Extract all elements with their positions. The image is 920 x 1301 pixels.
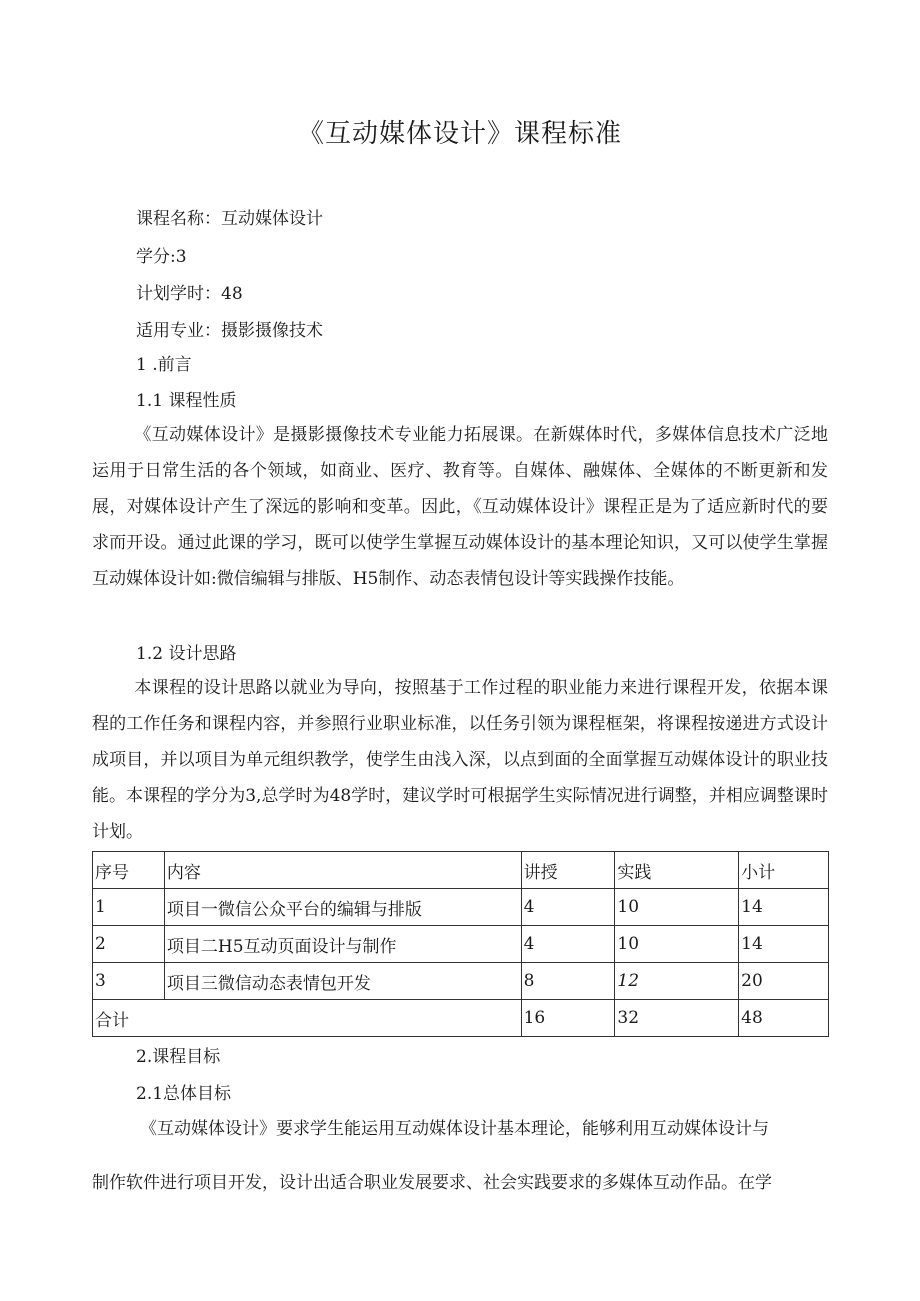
course-credit: 学分:3 — [136, 247, 187, 267]
document-title: 《互动媒体设计》课程标准 — [297, 119, 622, 149]
section-heading-1-1: 1.1 课程性质 — [136, 391, 237, 411]
header-cell: 序号 — [93, 852, 165, 889]
table-cell: 10 — [615, 889, 739, 926]
course-major: 适用专业：摄影摄像技术 — [136, 321, 323, 341]
table-cell: 2 — [93, 926, 165, 963]
table-row — [93, 889, 829, 926]
header-cell: 讲授 — [521, 852, 615, 889]
header-cell: 实践 — [615, 852, 739, 889]
section-heading-2: 2.课程目标 — [136, 1047, 221, 1067]
table-cell: 12 — [615, 963, 739, 1000]
table-cell: 项目二H5互动页面设计与制作 — [164, 926, 521, 963]
section-heading-2-1: 2.1总体目标 — [136, 1084, 232, 1104]
paragraph-goal-line-1: 《互动媒体设计》要求学生能运用互动媒体设计基本理论，能够利用互动媒体设计与 — [140, 1119, 769, 1139]
table-cell: 项目一微信公众平台的编辑与排版 — [164, 889, 521, 926]
table-cell: 14 — [739, 889, 829, 926]
course-hours: 计划学时：48 — [136, 284, 243, 304]
total-cell: 16 — [521, 1000, 615, 1037]
paragraph-goal-line-2: 制作软件进行项目开发，设计出适合职业发展要求、社会实践要求的多媒体互动作品。在学 — [92, 1173, 772, 1193]
table-cell: 20 — [739, 963, 829, 1000]
table-cell: 14 — [739, 926, 829, 963]
paragraph-design-idea: 本课程的设计思路以就业为导向，按照基于工作过程的职业能力来进行课程开发，依据本课程的工作任务和课程内容，并参照行业职业标准，以任务引领为课程框架，将课程按递进方式设计成项目，并以项目为单元组织教学，使学生由浅入深，以点到面的全面掌握互动媒体设计的职业技能。本课程的学分为3,总学时为48学时，建议学时可根据学生实际情况进行调整，并相应调整课时计划。 — [92, 678, 828, 842]
table-total-row — [93, 1000, 829, 1037]
paragraph-course-nature: 《互动媒体设计》是摄影摄像技术专业能力拓展课。在新媒体时代，多媒体信息技术广泛地运用于日常生活的各个领域，如商业、医疗、教育等。自媒体、融媒体、全媒体的不断更新和发展，对媒体设计产生了深远的影响和变革。因此，《互动媒体设计》课程正是为了适应新时代的要求而开设。通过此课的学习，既可以使学生掌握互动媒体设计的基本理论知识，又可以使学生掌握互动媒体设计如:微信编辑与排版、H5制作、动态表情包设计等实践操作技能。 — [92, 425, 828, 589]
total-label: 合计 — [93, 1000, 522, 1037]
table-row — [93, 926, 829, 963]
section-heading-1-2: 1.2 设计思路 — [136, 644, 237, 664]
header-cell: 内容 — [164, 852, 521, 889]
table-cell: 3 — [93, 963, 165, 1000]
table-cell: 项目三微信动态表情包开发 — [164, 963, 521, 1000]
table-cell: 4 — [521, 889, 615, 926]
table-cell: 8 — [521, 963, 615, 1000]
section-heading-1: 1 .前言 — [136, 355, 192, 375]
table-header-row — [93, 852, 829, 889]
total-cell: 32 — [615, 1000, 739, 1037]
header-cell: 小计 — [739, 852, 829, 889]
table-cell: 1 — [93, 889, 165, 926]
table-cell: 10 — [615, 926, 739, 963]
table-row — [93, 963, 829, 1000]
total-cell: 48 — [739, 1000, 829, 1037]
course-name: 课程名称：互动媒体设计 — [136, 209, 323, 229]
schedule-table — [92, 851, 829, 1037]
table-cell: 4 — [521, 926, 615, 963]
